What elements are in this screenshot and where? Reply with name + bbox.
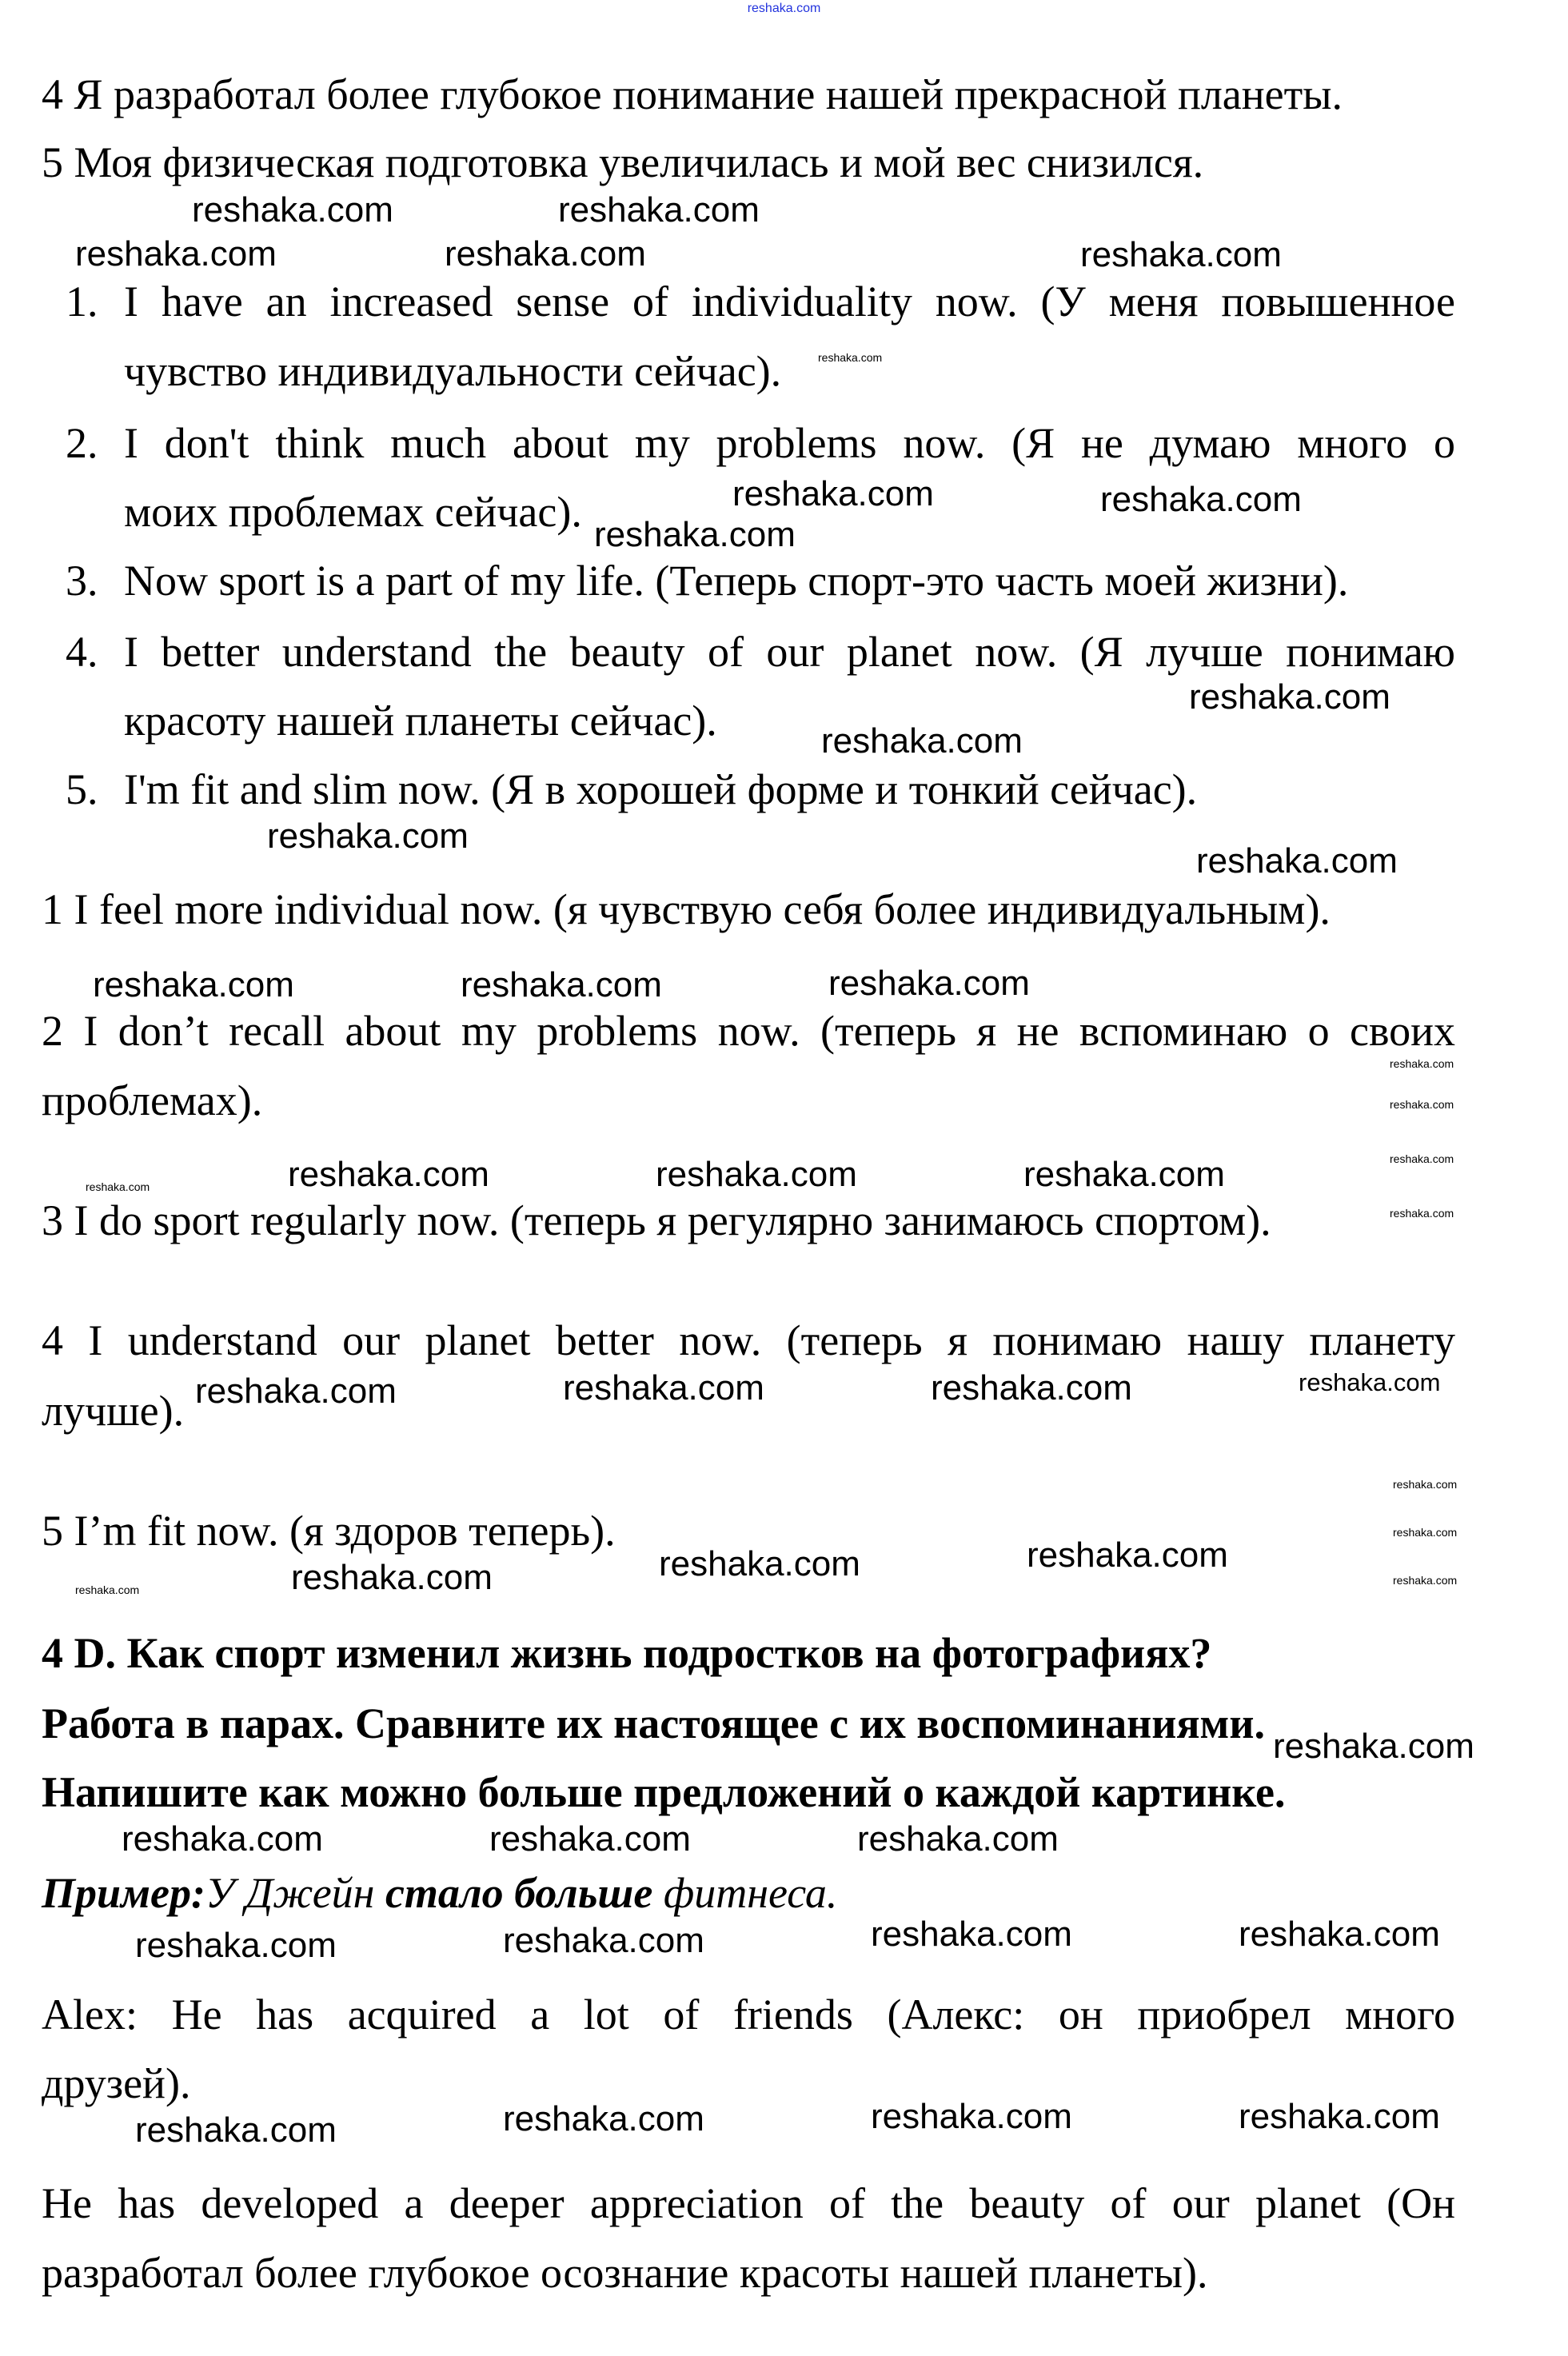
watermark: reshaka.com [461,965,662,1004]
watermark: reshaka.com [871,2097,1072,2136]
list-number: 4. [66,628,98,676]
example-emphasis: стало больше [385,1869,653,1917]
watermark: reshaka.com [871,1915,1072,1954]
watermark: reshaka.com [1299,1368,1441,1396]
watermark: reshaka.com [1100,480,1302,519]
watermark: reshaka.com [1080,235,1282,274]
watermark: reshaka.com [195,1372,397,1411]
watermark: reshaka.com [288,1155,489,1194]
task-instruction: Напишите как можно больше предложений о каждой картинке. [42,1768,1286,1816]
watermark: reshaka.com [1196,841,1398,881]
answer-line: 3 I do sport regularly now. (теперь я регулярно занимаюсь спортом). [42,1196,1271,1244]
list-item: I have an increased sense of individuality now. (У меня повышенное [124,278,1455,325]
list-number: 3. [66,557,98,605]
list-item: I'm fit and slim now. (Я в хорошей форме и тонкий сейчас). [124,765,1198,813]
answer-line: 4 I understand our planet better now. (теперь я понимаю нашу планету [42,1316,1455,1364]
watermark: reshaka.com [931,1368,1132,1408]
watermark: reshaka.com [1390,1098,1454,1111]
watermark: reshaka.com [1390,1057,1454,1070]
task-heading: 4 D. Как спорт изменил жизнь подростков на фотографиях? [42,1629,1212,1677]
answer-paragraph-cont: друзей). [42,2059,191,2107]
watermark: reshaka.com [1239,2097,1440,2136]
watermark: reshaka.com [1027,1535,1228,1575]
answer-line: 1 I feel more individual now. (я чувствую себя более индивидуальным). [42,885,1331,933]
watermark: reshaka.com [489,1819,691,1859]
watermark: reshaka.com [1390,1152,1454,1165]
list-item-cont: чувство индивидуальности сейчас). [124,347,782,395]
watermark: reshaka.com [818,351,883,364]
answer-paragraph: Alex: He has acquired a lot of friends (Алекс: он приобрел много [42,1991,1455,2039]
watermark: reshaka.com [1390,1207,1454,1220]
watermark: reshaka.com [857,1819,1059,1859]
list-item-cont: красоту нашей планеты сейчас). [124,697,717,745]
watermark: reshaka.com [93,965,294,1004]
watermark: reshaka.com [1189,677,1390,717]
watermark: reshaka.com [1393,1478,1458,1491]
list-number: 5. [66,765,98,813]
watermark: reshaka.com [656,1155,857,1194]
watermark: reshaka.com [135,1926,337,1965]
answer-paragraph: He has developed a deeper appreciation of the beauty of our planet (Он [42,2179,1455,2227]
watermark: reshaka.com [122,1819,323,1859]
watermark: reshaka.com [86,1180,150,1193]
list-item: I better understand the beauty of our planet now. (Я лучше понимаю [124,628,1455,676]
watermark: reshaka.com [1239,1915,1440,1954]
answer-line-cont: лучше). [42,1387,185,1435]
list-number: 1. [66,278,98,325]
example-text: У Джейн [205,1869,385,1917]
watermark: reshaka.com [659,1544,860,1583]
watermark: reshaka.com [594,515,796,554]
watermark: reshaka.com [503,1921,704,1960]
example-line [42,1869,837,1917]
site-link[interactable]: reshaka.com [747,2,821,15]
example-text: фитнеса. [652,1869,838,1917]
translation-line: 4 Я разработал более глубокое понимание нашей прекрасной планеты. [42,70,1343,118]
answer-line: 2 I don’t recall about my problems now. (теперь я не вспоминаю о своих [42,1007,1455,1055]
task-instruction: Работа в парах. Сравните их настоящее с их воспоминаниями. [42,1699,1265,1747]
watermark: reshaka.com [828,964,1030,1003]
watermark: reshaka.com [135,2110,337,2150]
list-item: I don't think much about my problems now. (Я не думаю много о [124,419,1455,467]
watermark: reshaka.com [291,1558,493,1597]
translation-line: 5 Моя физическая подготовка увеличилась и мой вес снизился. [42,138,1204,186]
watermark: reshaka.com [192,190,393,230]
watermark: reshaka.com [1393,1526,1458,1539]
answer-line: 5 I’m fit now. (я здоров теперь). [42,1507,616,1555]
watermark: reshaka.com [267,817,469,856]
answer-line-cont: проблемах). [42,1076,263,1124]
watermark: reshaka.com [732,474,934,513]
answer-paragraph-cont: разработал более глубокое осознание красоты нашей планеты). [42,2249,1208,2297]
watermark: reshaka.com [1393,1574,1458,1587]
list-item-cont: моих проблемах сейчас). [124,488,582,536]
list-number: 2. [66,419,98,467]
example-label: Пример: [42,1869,205,1917]
watermark: reshaka.com [503,2099,704,2138]
watermark: reshaka.com [1023,1155,1225,1194]
watermark: reshaka.com [1273,1727,1474,1766]
list-item: Now sport is a part of my life. (Теперь спорт-это часть моей жизни). [124,557,1349,605]
watermark: reshaka.com [75,234,277,274]
watermark: reshaka.com [563,1368,764,1408]
watermark: reshaka.com [821,721,1023,761]
watermark: reshaka.com [75,1583,140,1596]
watermark: reshaka.com [558,190,760,230]
watermark: reshaka.com [445,234,646,274]
